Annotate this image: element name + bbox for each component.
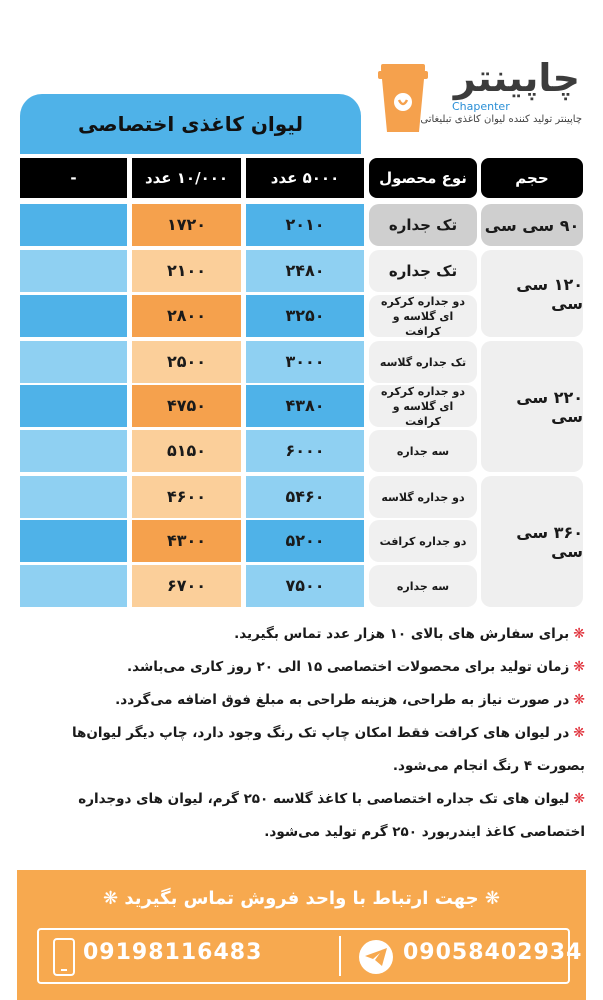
asterisk-icon: ❋	[573, 725, 585, 741]
row-spacer	[20, 565, 127, 607]
row-spacer	[20, 430, 127, 472]
header-volume: حجم	[481, 158, 583, 198]
notes-list	[18, 618, 585, 849]
product-type: تک جداره	[369, 204, 477, 246]
brand-tagline: چاپینتر تولید کننده لیوان کاغذی تبلیغاتی	[420, 114, 582, 125]
price-5000: ۵۲۰۰	[246, 520, 364, 562]
row-spacer	[20, 204, 127, 246]
product-type: دو جداره گلاسه	[369, 476, 477, 518]
row-spacer	[20, 476, 127, 518]
brand-latin-name: Chapenter	[452, 100, 510, 113]
product-type: سه جداره	[369, 565, 477, 607]
note-item: ❋زمان تولید برای محصولات اختصاصی ۱۵ الی ۲۰ روز کاری می‌باشد.	[127, 659, 585, 675]
product-type: تک جداره گلاسه	[369, 341, 477, 383]
header-dash: -	[20, 158, 127, 198]
product-type: تک جداره	[369, 250, 477, 292]
product-type: دو جداره کرکره ای گلاسه و کرافت	[369, 295, 477, 337]
mobile-phone-icon	[53, 938, 75, 976]
price-5000: ۷۵۰۰	[246, 565, 364, 607]
price-10000: ۲۸۰۰	[132, 295, 241, 337]
price-5000: ۲۴۸۰	[246, 250, 364, 292]
telegram-icon	[359, 940, 393, 974]
note-item: ❋در لیوان های کرافت فقط امکان چاپ تک رنگ وجود دارد، چاپ دیگر لیوان‌ها	[71, 725, 585, 741]
price-5000: ۶۰۰۰	[246, 430, 364, 472]
header-qty-5000: ۵۰۰۰ عدد	[246, 158, 364, 198]
note-item: ❋لیوان های تک جداره اختصاصی با کاغذ گلاسه ۲۵۰ گرم، لیوان های دوجداره	[78, 791, 585, 807]
row-spacer	[20, 295, 127, 337]
divider	[339, 936, 341, 976]
brand-name: چاپینتر	[453, 56, 580, 100]
asterisk-icon: ❋	[573, 659, 585, 675]
note-item: ❋برای سفارش های بالای ۱۰ هزار عدد تماس بگیرید.	[234, 626, 585, 642]
row-spacer	[20, 250, 127, 292]
contact-footer	[17, 870, 586, 1000]
row-spacer	[20, 385, 127, 427]
note-continuation: اختصاصی کاغذ ایندربورد ۲۵۰ گرم تولید می‌شود.	[264, 824, 585, 840]
price-5000: ۵۴۶۰	[246, 476, 364, 518]
product-type: دو جداره کرافت	[369, 520, 477, 562]
mobile-phone-number[interactable]: 09198116483	[83, 940, 263, 965]
row-spacer	[20, 341, 127, 383]
row-spacer	[20, 520, 127, 562]
product-type: دو جداره کرکره ای گلاسه و کرافت	[369, 385, 477, 427]
asterisk-icon: ❋	[573, 791, 585, 807]
volume-220: ۲۲۰ سی سی	[481, 341, 583, 472]
price-10000: ۵۱۵۰	[132, 430, 241, 472]
contact-title: ❋ جهت ارتباط با واحد فروش تماس بگیرید ❋	[103, 888, 500, 909]
price-10000: ۴۶۰۰	[132, 476, 241, 518]
product-type: سه جداره	[369, 430, 477, 472]
price-5000: ۴۳۸۰	[246, 385, 364, 427]
note-item: ❋در صورت نیاز به طراحی، هزینه طراحی به مبلغ فوق اضافه می‌گردد.	[115, 692, 585, 708]
note-continuation: بصورت ۴ رنگ انجام می‌شود.	[392, 758, 585, 774]
asterisk-icon: ❋	[573, 626, 585, 642]
contact-box	[37, 928, 583, 984]
price-10000: ۴۳۰۰	[132, 520, 241, 562]
volume-120: ۱۲۰ سی سی	[481, 250, 583, 337]
price-10000: ۱۷۲۰	[132, 204, 241, 246]
header-product-type: نوع محصول	[369, 158, 477, 198]
volume-90: ۹۰ سی سی	[481, 204, 583, 246]
price-5000: ۳۲۵۰	[246, 295, 364, 337]
price-5000: ۳۰۰۰	[246, 341, 364, 383]
header-qty-10000: ۱۰/۰۰۰ عدد	[132, 158, 241, 198]
page-title: لیوان کاغذی اختصاصی	[20, 94, 361, 154]
price-10000: ۲۵۰۰	[132, 341, 241, 383]
price-10000: ۶۷۰۰	[132, 565, 241, 607]
volume-360: ۳۶۰ سی سی	[481, 476, 583, 607]
asterisk-icon: ❋	[573, 692, 585, 708]
telegram-phone-number[interactable]: 09058402934	[403, 940, 583, 965]
price-10000: ۴۷۵۰	[132, 385, 241, 427]
price-5000: ۲۰۱۰	[246, 204, 364, 246]
price-10000: ۲۱۰۰	[132, 250, 241, 292]
